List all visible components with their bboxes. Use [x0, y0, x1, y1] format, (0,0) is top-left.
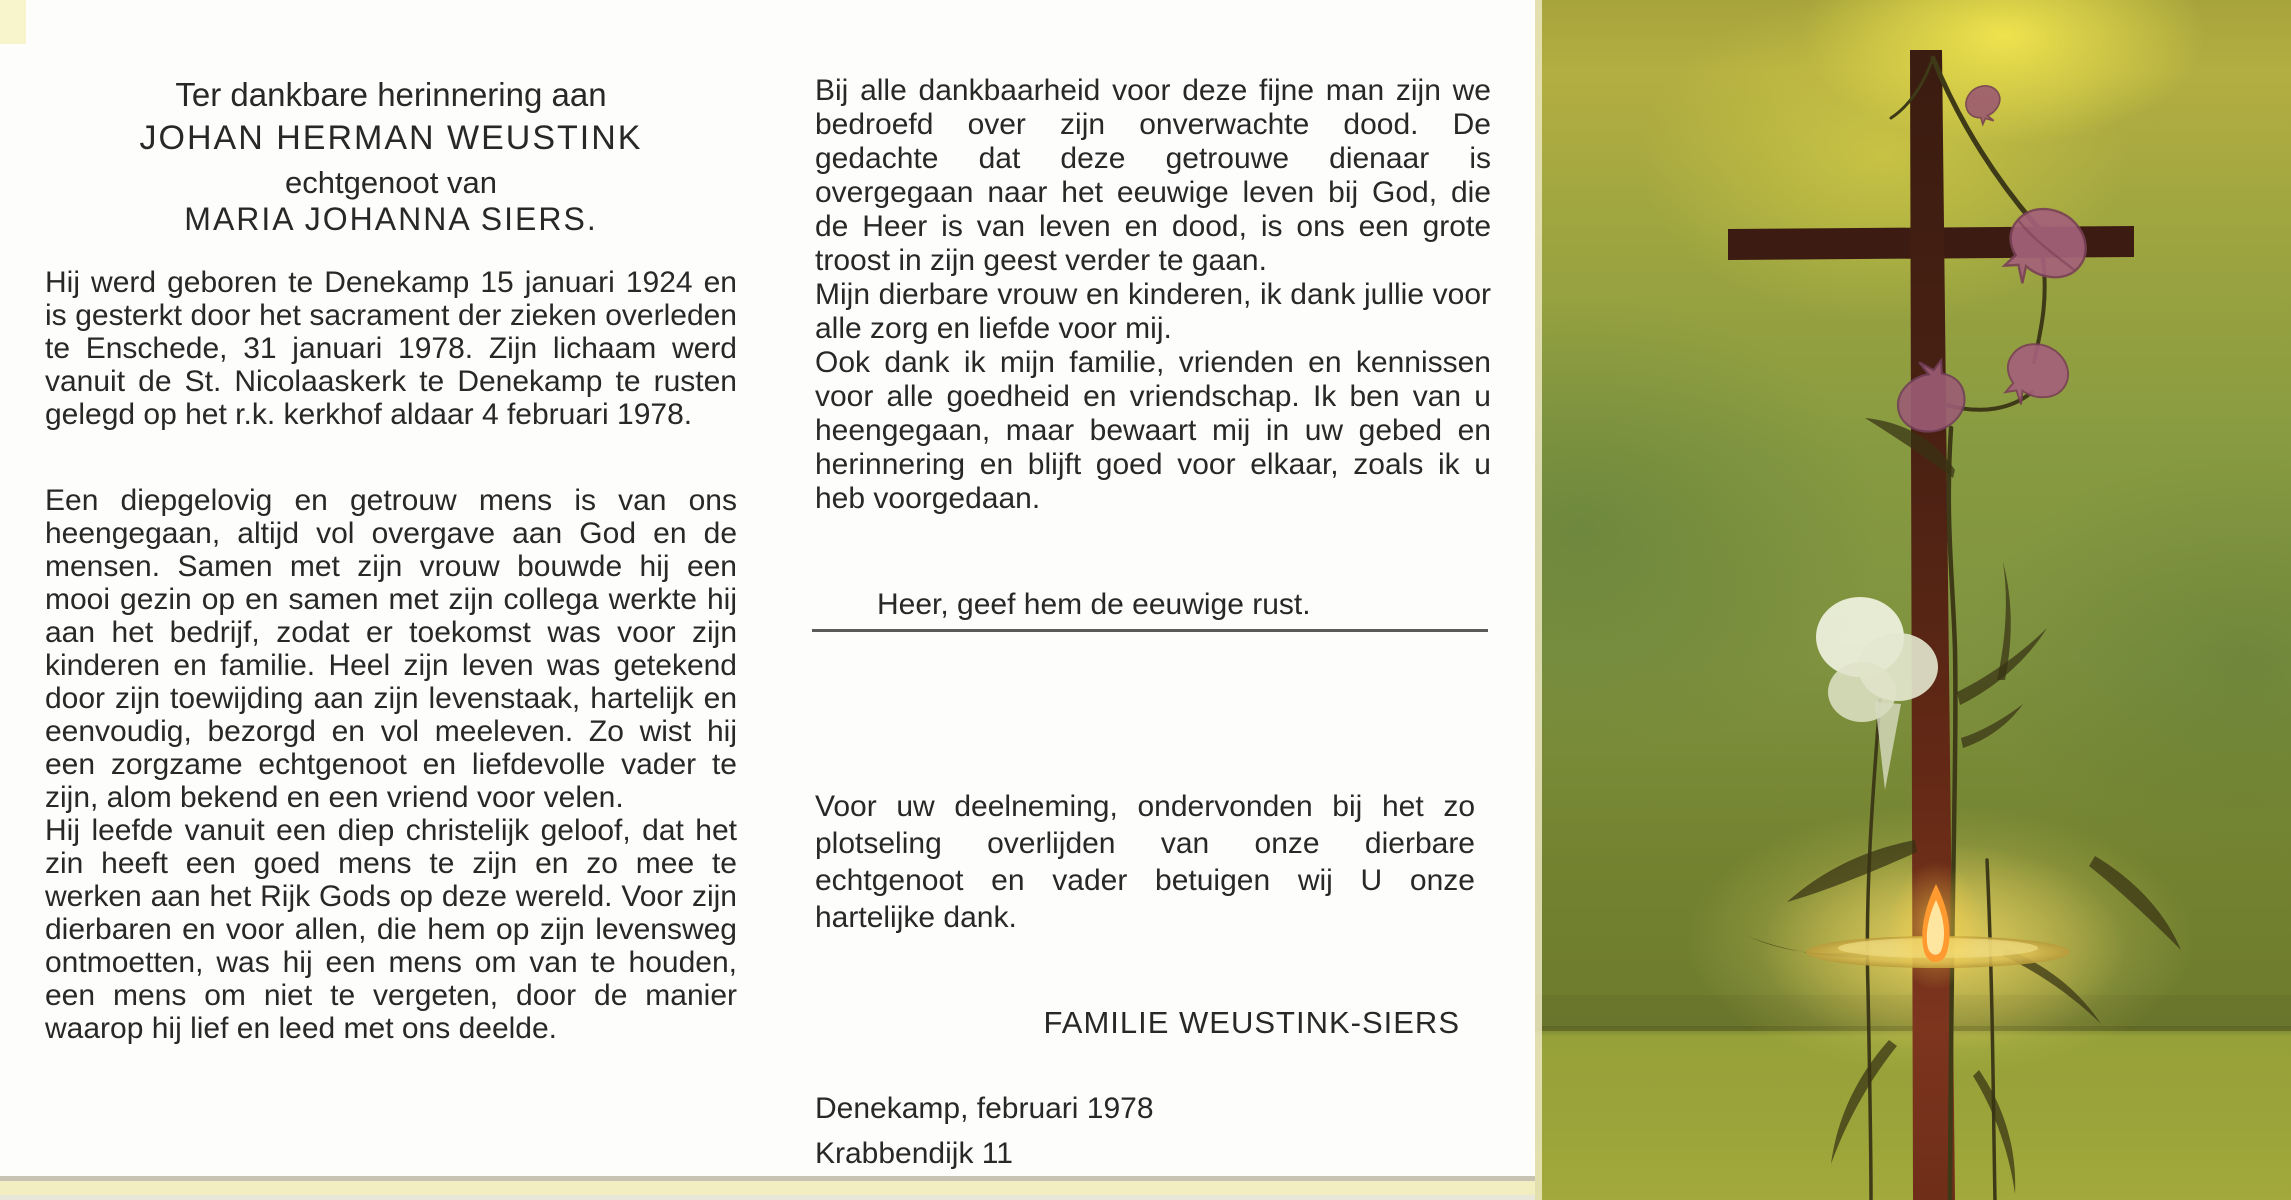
condolence-block	[815, 74, 1491, 516]
scan-corner-mark	[0, 0, 26, 44]
eulogy-paragraph-2: Hij leefde vanuit een diep christelijk geloof, dat het zin heeft een goed mens te zijn en zo mee te werken aan het Rijk Gods op deze wereld. Voor zijn dierbaren en voor allen, die hem op zijn levensweg ontmoetten, was hij een mens om van te houden, een mens om niet te vergeten, door de manier waarop hij lief en leed met ons deelde.	[45, 814, 737, 1045]
cross-upright	[1910, 50, 1955, 1200]
relation-line: echtgenoot van	[284, 165, 497, 200]
deceased-name: JOHAN HERMAN WEUSTINK	[139, 119, 643, 157]
place-date-line: Denekamp, februari 1978	[815, 1092, 1154, 1125]
photo-artwork	[1535, 0, 2291, 1200]
card-bottom-edge-strip	[0, 1181, 1535, 1195]
family-signature: FAMILIE WEUSTINK-SIERS	[1043, 1005, 1460, 1040]
spouse-name: MARIA JOHANNA SIERS.	[184, 201, 598, 237]
condolence-paragraph-3: Ook dank ik mijn familie, vrienden en kennissen voor alle goedheid en vriendschap. Ik ben van u heengegaan, maar bewaart mij in uw gebed en herinnering en blijft goed voor elkaar, zoals ik u heb voorgedaan.	[815, 346, 1491, 515]
bell-flower-bud	[1960, 79, 2010, 130]
scan-background-strip	[0, 1195, 1535, 1200]
biography-paragraph: Hij werd geboren te Denekamp 15 januari 1924 en is gesterkt door het sacrament der zieken overleden te Enschede, 31 januari 1978. Zijn lichaam werd vanuit de St. Nicolaaskerk te Denekamp te rusten gelegd op het r.k. kerkhof aldaar 4 februari 1978.	[45, 266, 737, 431]
acknowledgement-paragraph: Voor uw deelneming, ondervonden bij het zo plotseling overlijden van onze dierbare echtgenoot en vader betuigen wij U onze hartelijke dank.	[815, 790, 1475, 934]
eulogy-block	[45, 484, 737, 1045]
condolence-paragraph-1: Bij alle dankbaarheid voor deze fijne man zijn we bedroefd over zijn onverwachte dood. De gedachte dat deze getrouwe dienaar is overgegaan naar het eeuwige leven bij God, die de Heer is van leven en dood, is ons een grote troost in zijn geest verder te gaan.	[815, 74, 1491, 277]
condolence-paragraph-2: Mijn dierbare vrouw en kinderen, ik dank jullie voor alle zorg en liefde voor mij.	[815, 278, 1491, 345]
dedication-line: Ter dankbare herinnering aan	[175, 76, 607, 113]
prayer-line: Heer, geef hem de eeuwige rust.	[877, 588, 1311, 621]
memorial-photo-panel	[1535, 0, 2291, 1200]
eulogy-paragraph-1: Een diepgelovig en getrouw mens is van ons heengegaan, altijd vol overgave aan God en de mensen. Samen met zijn vrouw bouwde hij een mooi gezin op en samen met zijn collega werkte hij aan het bedrijf, zodat er toekomst was voor zijn kinderen en familie. Heel zijn leven was getekend door zijn toewijding aan zijn levenstaak, hartelijk en eenvoudig, bezorgd en vol meeleven. Zo wist hij een zorgzame echtgenoot en liefdevolle vader te zijn, alom bekend en een vriend voor velen.	[45, 484, 737, 814]
photo-left-edge	[1535, 0, 1542, 1200]
address-line: Krabbendijk 11	[815, 1137, 1013, 1170]
section-divider	[812, 629, 1488, 632]
